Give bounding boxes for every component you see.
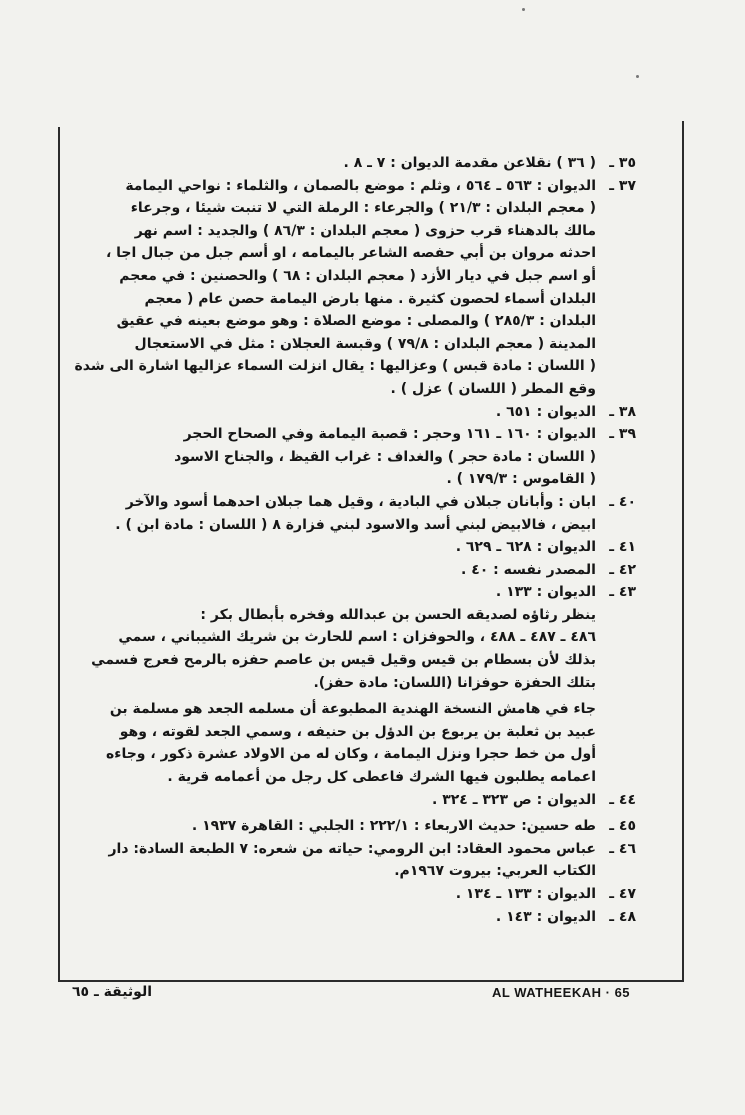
endnote-text [88, 698, 596, 788]
endnote-number: ٤٣ ـ [609, 584, 636, 601]
endnote-number: ٤١ ـ [609, 539, 636, 556]
endnote [88, 581, 636, 604]
endnote-line: ينظر رثاؤه لصديقه الحسن بن عبدالله وفخره بأبطال بكر : [200, 606, 596, 623]
scan-speck [636, 75, 639, 78]
endnote-line: وقع المطر ( اللسان ) عزل ) . [390, 380, 596, 397]
endnote-line: الديوان : ٦٥١ . [495, 403, 596, 420]
endnote-text [88, 883, 596, 906]
endnote [88, 883, 636, 906]
endnote [88, 152, 636, 175]
endnote [88, 491, 636, 536]
endnote-line: المصدر نفسه : ٤٠ . [461, 561, 596, 578]
endnote-line: الديوان : ٦٢٨ ـ ٦٢٩ . [455, 539, 596, 556]
endnote-text [88, 536, 596, 559]
footer-arabic-page: الوثيقة ـ ٦٥ [72, 984, 152, 1000]
endnote-text [88, 838, 596, 883]
endnote-number: ٤٢ ـ [609, 561, 636, 578]
endnote-number: ٣٩ ـ [609, 426, 636, 443]
footer-latin-page: AL WATHEEKAH · 65 [492, 985, 631, 1000]
endnote-line: أو اسم جبل في ديار الأزد ( معجم البلدان : ٦٨ ) والحصنين : في معجم [119, 267, 596, 284]
endnote-line: ابيض ، فالابيض لبني أسد والاسود لبني فزارة ٨ ( اللسان : مادة ابن ) . [115, 516, 596, 533]
endnote-line: مالك بالدهناء قرب حزوى ( معجم البلدان : ٨٦/٣ ) والجديد : اسم نهر [134, 222, 596, 239]
endnote [88, 423, 636, 491]
endnote-text [88, 815, 596, 838]
endnote-line: ( معجم البلدان : ٢١/٣ ) والجرعاء : الرملة التي لا تنبت شيئا ، وجرعاء [130, 200, 596, 217]
scan-speck [522, 8, 525, 11]
endnote-line: طه حسين: حديث الاربعاء : ٢٢٢/١ : الجلبي : القاهرة ١٩٣٧ . [191, 818, 596, 835]
endnote-text [88, 581, 596, 604]
endnote-text [88, 906, 596, 929]
endnote-line: الديوان : ١٣٣ ـ ١٣٤ . [455, 886, 596, 902]
endnote-indent [596, 698, 636, 788]
endnote-continuation [88, 604, 636, 694]
endnote-number: ٤٤ ـ [609, 791, 636, 808]
endnote [74, 175, 636, 401]
endnote-number: ٤٧ ـ [609, 886, 636, 902]
endnote-line: الديوان : ٥٦٣ ـ ٥٦٤ ، وثلم : موضع بالصمان ، والثلماء : نواحي اليمامة [125, 177, 596, 194]
endnote-line: ( اللسان : مادة قبس ) وعزاليها : يقال انزلت السماء عزاليها اشارة الى شدة [74, 358, 596, 375]
endnotes-list [74, 152, 636, 962]
endnote-line: ( ٣٦ ) نقلاعن مقدمة الديوان : ٧ ـ ٨ . [343, 155, 596, 171]
endnote-line: الديوان : ص ٣٢٣ ـ ٣٢٤ . [431, 791, 596, 808]
endnote-text [88, 559, 596, 582]
endnote-text [75, 175, 596, 401]
endnote-text [88, 789, 596, 812]
endnote-line: الديوان : ١٣٣ . [495, 584, 596, 601]
endnote [88, 559, 636, 582]
frame-bottom-rule [58, 980, 684, 982]
endnote-line: بذلك لأن بسطام بن قيس وقيل قيس بن عاصم حفزه بالرمح فعرج فسمي [91, 652, 596, 669]
endnote [88, 536, 636, 559]
endnote-line: أول من خط حجرا ونزل اليمامة ، وكان له من الاولاد عشرة ذكور ، وجاءه [106, 746, 596, 763]
endnote-line: ( اللسان : مادة حجر ) والغداف : غراب القيظ ، والجناح الاسود [174, 448, 596, 465]
endnote-number: ٤٥ ـ [609, 818, 636, 835]
endnote-line: المدينة ( معجم البلدان : ٧٩/٨ ) وقبسة العجلان : مثل في الاستعجال [134, 335, 596, 352]
endnote-line: الديوان : ١٤٣ . [495, 908, 596, 925]
endnote [88, 838, 636, 883]
endnote-continuation [88, 698, 636, 788]
endnote-line: اعمامه يطلبون فيها الشرك فاعطى كل رجل من أعمامه قرية . [167, 769, 596, 786]
endnote-text [88, 491, 596, 536]
endnote [88, 906, 636, 929]
endnote-line: ابان : وأبانان جبلان في البادية ، وقيل هما جبلان احدهما أسود والآخر [125, 493, 596, 510]
endnote-indent [596, 604, 636, 694]
endnote-number: ٤٦ ـ [609, 840, 636, 857]
endnote-number: ٣٧ ـ [609, 177, 636, 194]
endnote-line: جاء في هامش النسخة الهندية المطبوعة أن مسلمه الجعد هو مسلمة بن [109, 701, 596, 718]
endnote-line: الديوان : ١٦٠ ـ ١٦١ وحجر : قصبة اليمامة وفي الصحاح الحجر [183, 426, 596, 443]
endnote [88, 401, 636, 424]
endnote-text [88, 423, 596, 491]
endnote-line: احدثه مروان بن أبي حفصه الشاعر باليمامه ، او أسم جبل من جبال اجا ، [105, 245, 596, 262]
endnote-line: البلدان أسماء لحصون كثيرة . منها بارض اليمامة حصن عام ( معجم [144, 290, 596, 307]
endnote-line: البلدان : ٢٨٥/٣ ) والمصلى : موضع الصلاة : وهو موضع بعينه في عقيق [116, 313, 596, 330]
endnote-number: ٣٥ ـ [609, 155, 636, 171]
frame-right-rule [682, 121, 684, 982]
endnote-line: عباس محمود العقاد: ابن الرومي: حياته من شعره: ٧ الطبعة السادة: دار [108, 840, 596, 857]
endnote-line: ( القاموس : ١٧٩/٣ ) . [446, 471, 596, 488]
endnote-line: الكتاب العربي: بيروت ١٩٦٧م. [394, 863, 596, 880]
endnote [88, 815, 636, 838]
endnote-number: ٤٨ ـ [609, 908, 636, 925]
endnote-number: ٤٠ ـ [609, 493, 636, 510]
endnote-text [88, 152, 596, 175]
endnote-line: ٤٨٦ ـ ٤٨٧ ـ ٤٨٨ ، والحوفزان : اسم للحارث بن شريك الشيباني ، سمي [118, 629, 596, 646]
endnote-text [88, 401, 596, 424]
endnote-line: بتلك الحفزة حوفزانا (اللسان: مادة حفز). [313, 674, 596, 691]
endnote-text [88, 604, 596, 694]
endnote-number: ٣٨ ـ [609, 403, 636, 420]
endnote [88, 789, 636, 812]
frame-left-rule [58, 127, 60, 982]
endnote-line: عبيد بن ثعلبة بن يربوع بن الدؤل بن حنيفه ، وسمي الجعد لقوته ، وهو [119, 723, 596, 740]
